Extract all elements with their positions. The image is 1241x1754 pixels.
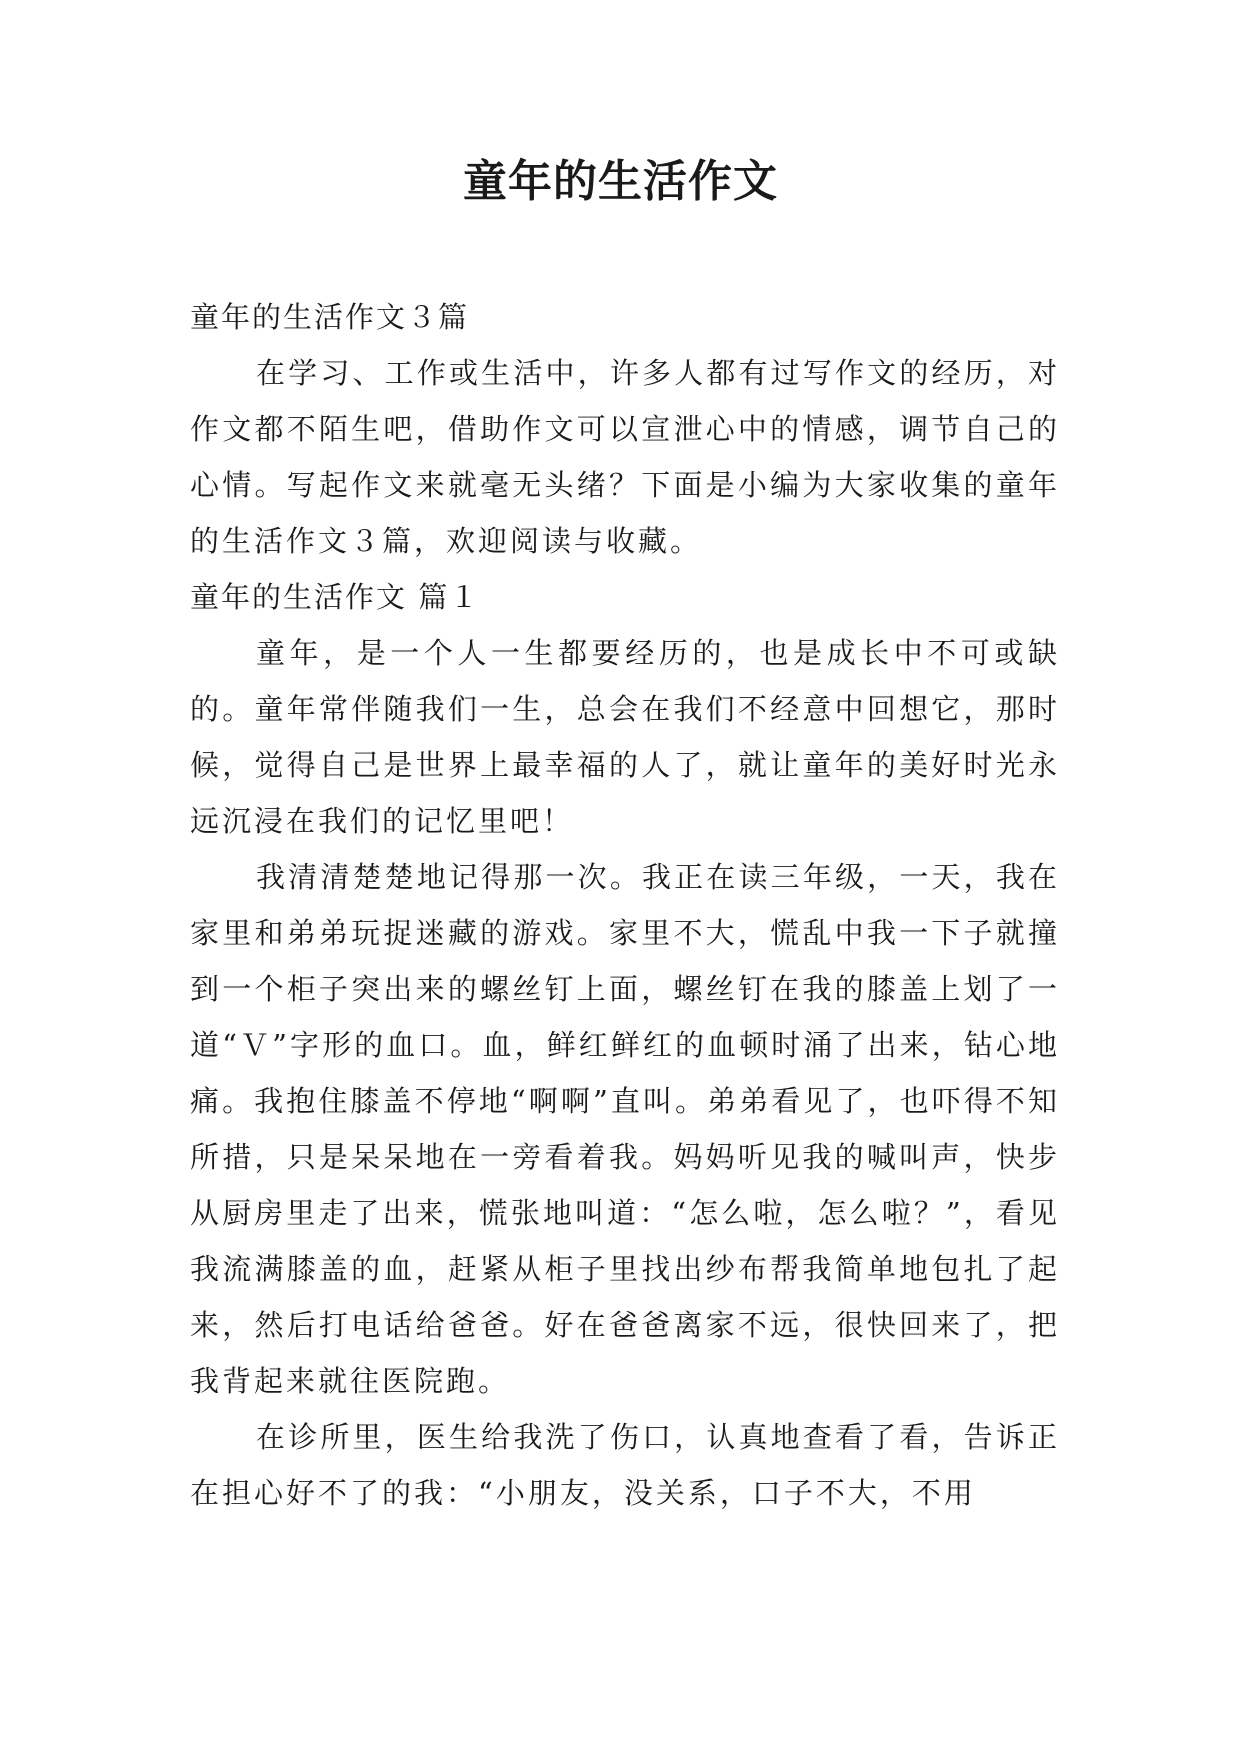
body-paragraph-2: 我清清楚楚地记得那一次。我正在读三年级，一天，我在家里和弟弟玩捉迷藏的游戏。家里不大，慌乱中我一下子就撞到一个柜子突出来的螺丝钉上面，螺丝钉在我的膝盖上划了一道“Ｖ”字形的血口。血，鲜红鲜红的血顿时涌了出来，钻心地痛。我抱住膝盖不停地“啊啊”直叫。弟弟看见了，也吓得不知所措，只是呆呆地在一旁看着我。妈妈听见我的喊叫声，快步从厨房里走了出来，慌张地叫道：“怎么啦，怎么啦？”，看见我流满膝盖的血，赶紧从柜子里找出纱布帮我简单地包扎了起来，然后打电话给爸爸。好在爸爸离家不远，很快回来了，把我背起来就往医院跑。 bbox=[190, 860, 1060, 1398]
document-body bbox=[190, 289, 1060, 1521]
body-paragraph-3: 在诊所里，医生给我洗了伤口，认真地查看了看，告诉正在担心好不了的我：“小朋友，没关系，口子不大，不用 bbox=[190, 1420, 1060, 1510]
body-paragraph-1: 童年，是一个人一生都要经历的，也是成长中不可或缺的。童年常伴随我们一生，总会在我们不经意中回想它，那时候，觉得自己是世界上最幸福的人了，就让童年的美好时光永远沉浸在我们的记忆里吧！ bbox=[190, 636, 1060, 838]
intro-paragraph: 在学习、工作或生活中，许多人都有过写作文的经历，对作文都不陌生吧，借助作文可以宣泄心中的情感，调节自己的心情。写起作文来就毫无头绪？下面是小编为大家收集的童年的生活作文３篇，欢迎阅读与收藏。 bbox=[190, 356, 1060, 558]
document-title: 童年的生活作文 bbox=[463, 156, 778, 207]
section-title: 童年的生活作文 篇１ bbox=[190, 580, 481, 614]
collection-heading: 童年的生活作文３篇 bbox=[190, 300, 470, 334]
